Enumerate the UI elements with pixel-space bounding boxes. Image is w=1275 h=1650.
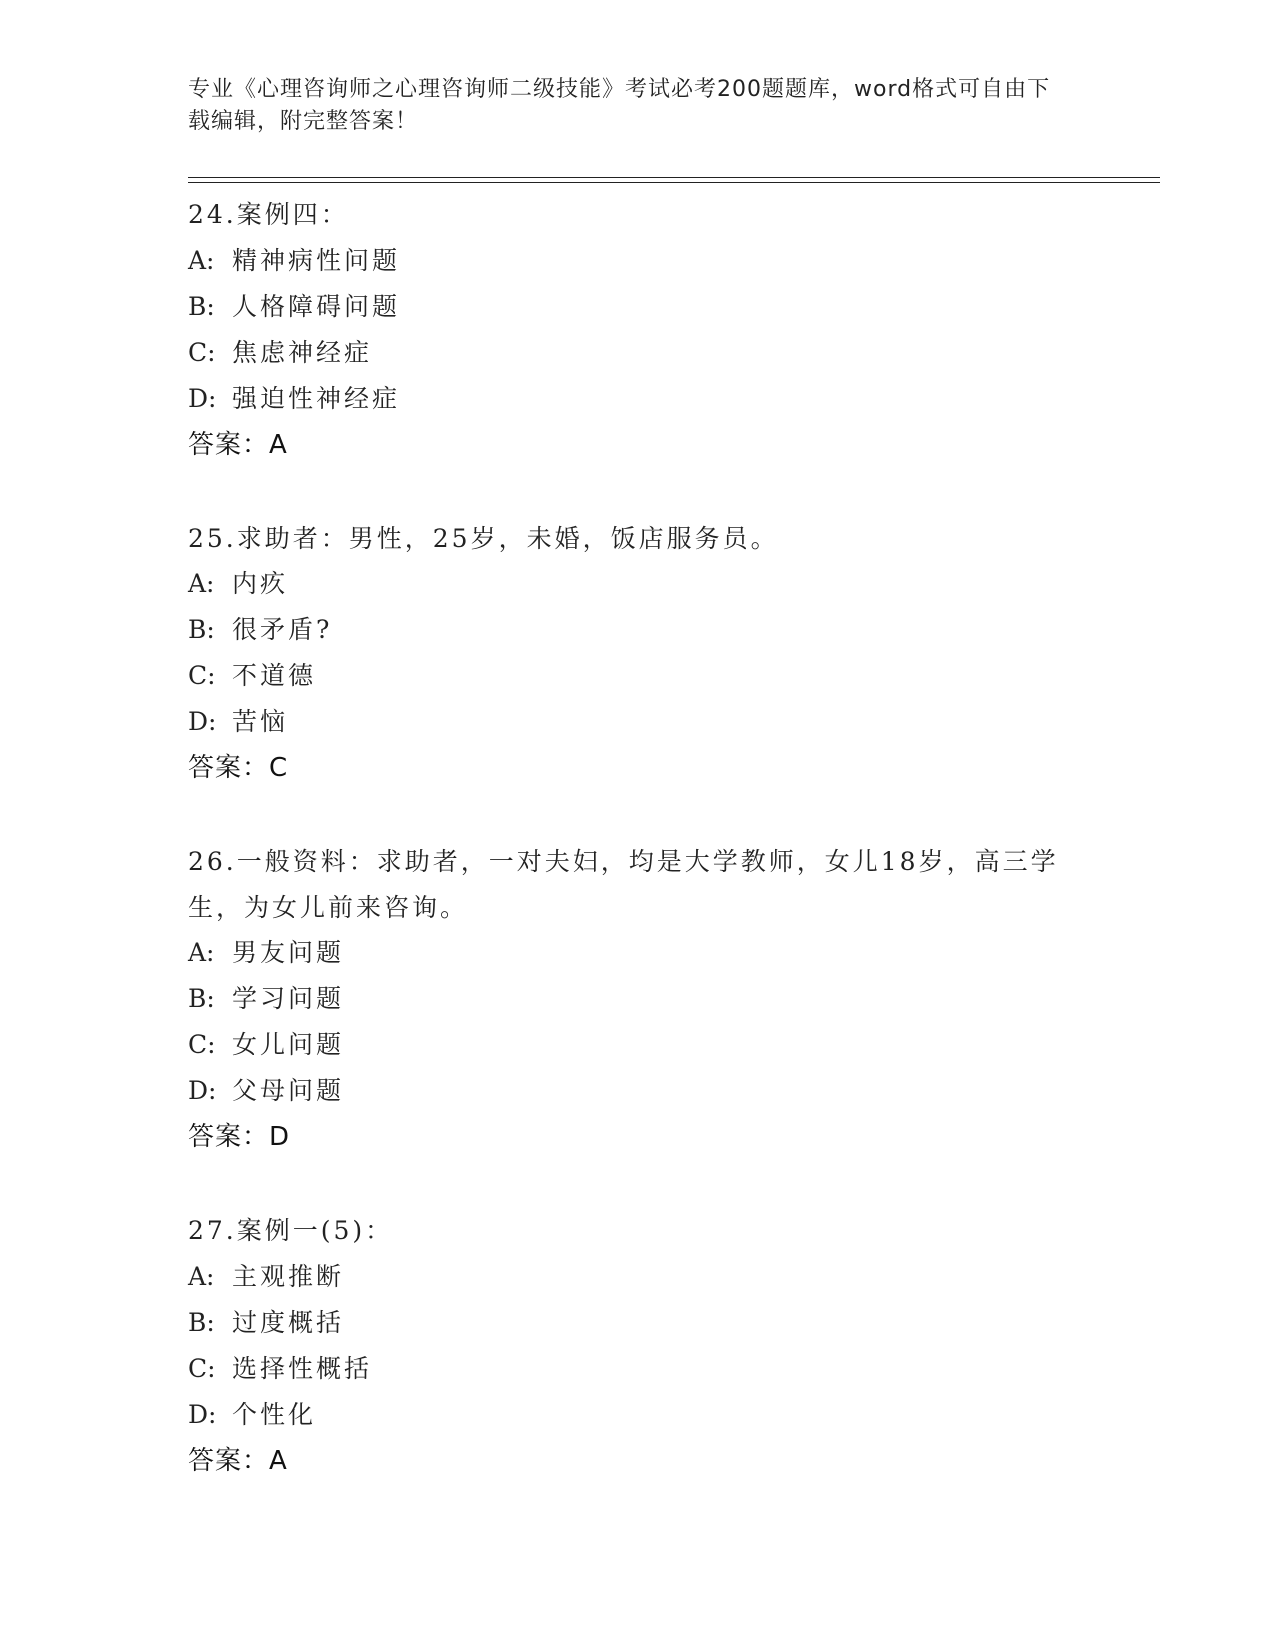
option-text: 苦恼 [232, 707, 289, 736]
option-key: C: [188, 661, 216, 690]
option-key: B: [188, 615, 215, 644]
option-text: 强迫性神经症 [232, 383, 401, 413]
option-c [188, 330, 1068, 376]
question-stem: 24.案例四： [188, 200, 349, 229]
option-key: B: [188, 1307, 215, 1337]
option-key: A: [188, 938, 215, 967]
answer-line: 答案：D [188, 1122, 291, 1152]
header-divider-top [188, 177, 1160, 178]
option-key: D: [188, 707, 217, 736]
option-text: 主观推断 [232, 1261, 345, 1291]
option-key: C: [188, 337, 216, 367]
option-a [188, 930, 1068, 976]
option-text: 不道德 [232, 661, 317, 690]
option-text: 个性化 [232, 1399, 317, 1429]
question-list [188, 190, 1068, 1530]
question-27 [188, 1206, 1068, 1484]
option-a [188, 1254, 1068, 1300]
option-d [188, 1068, 1068, 1114]
option-key: D: [188, 1076, 217, 1105]
answer-line: 答案：A [188, 429, 288, 460]
option-key: C: [188, 1353, 216, 1383]
option-a [188, 238, 1068, 284]
option-text: 男友问题 [232, 938, 345, 967]
option-key: D: [188, 1399, 217, 1429]
option-d [188, 1392, 1068, 1438]
option-text: 内疚 [232, 569, 289, 598]
question-stem: 25.求助者：男性，25岁，未婚，饭店服务员。 [188, 523, 779, 553]
question-26 [188, 837, 1068, 1160]
option-key: B: [188, 984, 215, 1013]
option-key: B: [188, 291, 215, 321]
answer-line: 答案：C [188, 753, 289, 783]
answer-line: 答案：A [188, 1445, 288, 1476]
option-b [188, 284, 1068, 330]
option-b [188, 1300, 1068, 1346]
option-text: 选择性概括 [232, 1353, 373, 1383]
option-key: A: [188, 245, 215, 275]
option-key: A: [188, 1261, 215, 1291]
question-25 [188, 514, 1068, 792]
option-key: D: [188, 383, 217, 413]
question-stem: 27.案例一(5)： [188, 1216, 394, 1245]
option-text: 精神病性问题 [232, 245, 401, 275]
option-text: 父母问题 [232, 1076, 345, 1105]
option-key: A: [188, 569, 215, 598]
option-c [188, 1346, 1068, 1392]
option-text: 女儿问题 [232, 1030, 345, 1059]
header-divider-bottom [188, 182, 1160, 183]
option-d [188, 376, 1068, 422]
option-text: 过度概括 [232, 1307, 345, 1337]
option-c [188, 653, 1068, 699]
option-text: 学习问题 [232, 984, 345, 1013]
option-text: 人格障碍问题 [232, 291, 401, 321]
option-key: C: [188, 1030, 216, 1059]
option-text: 很矛盾? [232, 615, 333, 644]
option-b [188, 976, 1068, 1022]
question-24 [188, 190, 1068, 468]
option-text: 焦虑神经症 [232, 337, 373, 367]
option-c [188, 1022, 1068, 1068]
option-b [188, 607, 1068, 653]
option-a [188, 561, 1068, 607]
document-header: 专业《心理咨询师之心理咨询师二级技能》考试必考200题题库，word格式可自由下载编辑，附完整答案！ [188, 77, 1051, 134]
question-stem: 26.一般资料：求助者，一对夫妇，均是大学教师，女儿18岁，高三学生，为女儿前来咨询。 [188, 847, 1059, 922]
option-d [188, 699, 1068, 745]
